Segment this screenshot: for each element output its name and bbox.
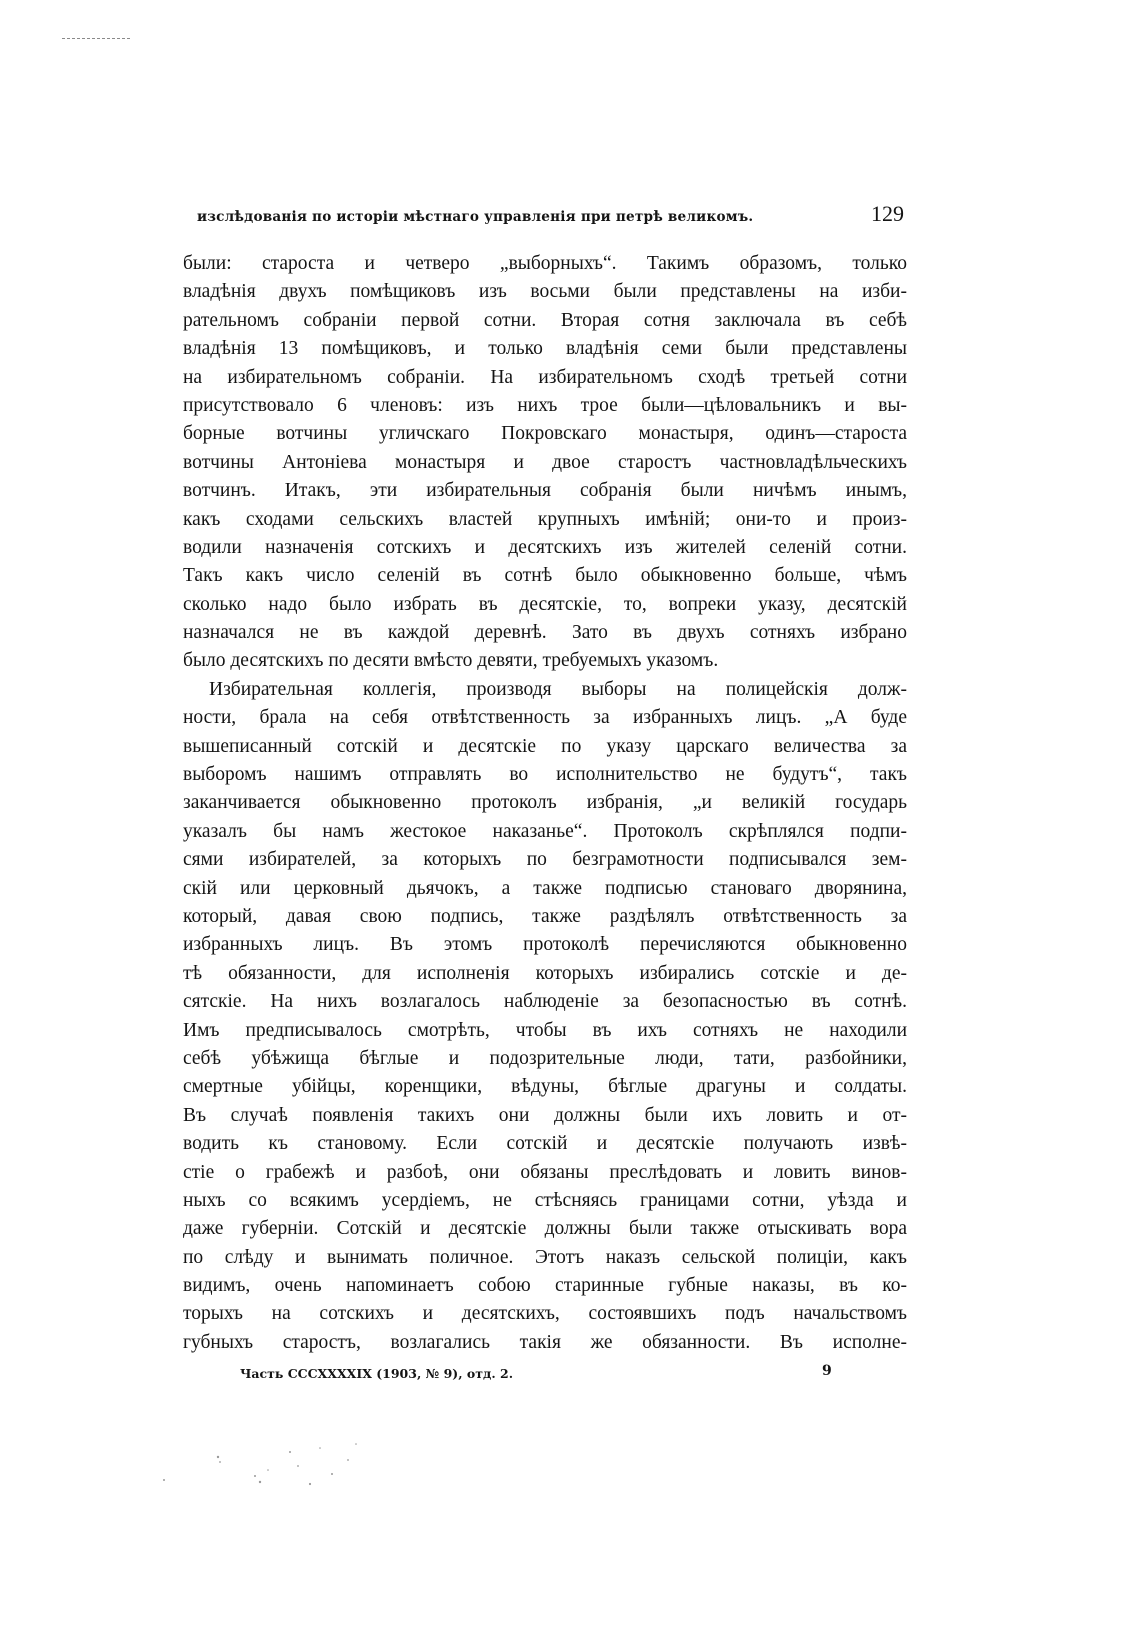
- text-line: даже губерніи. Сотскій и десятскіе должны были также отыскивать вора: [183, 1218, 907, 1240]
- text-line: указалъ бы намъ жестокое наказанье“. Протоколъ скрѣплялся подпи-: [183, 820, 907, 842]
- text-line: присутствовало 6 членовъ: изъ нихъ трое были—цѣловальникъ и вы-: [183, 394, 907, 416]
- page-number: 129: [871, 201, 904, 226]
- text-line: какъ сходами сельскихъ властей крупныхъ имѣній; они-то и произ-: [183, 508, 907, 530]
- text-line: Имъ предписывалось смотрѣть, чтобы въ ихъ сотняхъ не находили: [183, 1019, 907, 1041]
- paragraph: [183, 250, 907, 676]
- text-line: ныхъ со всякимъ усердіемъ, не стѣсняясь границами сотни, уѣзда и: [183, 1189, 907, 1211]
- text-line: были: староста и четверо „выборныхъ“. Такимъ образомъ, только: [183, 253, 907, 274]
- paragraph: [183, 676, 907, 1357]
- text-line: вышеписанный сотскій и десятскіе по указу царскаго величества за: [183, 735, 907, 757]
- text-line: выборомъ нашимъ отправлять во исполнительство не будутъ“, такъ: [183, 764, 907, 786]
- signature-mark: Часть CCCXXXXIX (1903, № 9), отд. 2.: [240, 1366, 514, 1381]
- text-line: водили назначенія сотскихъ и десятскихъ изъ жителей селеній сотни.: [183, 536, 907, 558]
- text-line: заканчивается обыкновенно протоколъ избранія, „и великій государь: [183, 792, 907, 814]
- text-line: сколько надо было избрать въ десятскіе, то, вопреки указу, десятскій: [183, 593, 907, 615]
- text-line: Такъ какъ число селеній въ сотнѣ было обыкновенно больше, чѣмъ: [183, 565, 907, 587]
- text-line: который, давая свою подпись, также раздѣлялъ отвѣтственность за: [183, 905, 907, 927]
- text-line: владѣнія 13 помѣщиковъ, и только владѣнія семи были представлены: [183, 338, 907, 360]
- text-line: губныхъ старостъ, возлагались такія же обязанности. Въ исполне-: [183, 1331, 907, 1353]
- text-line: Избирательная коллегія, производя выборы на полицейскія долж-: [209, 678, 907, 700]
- scan-edge-mark: [62, 38, 130, 39]
- text-line: себѣ убѣжища бѣглые и подозрительные люди, тати, разбойники,: [183, 1047, 907, 1069]
- text-line: вотчинъ. Итакъ, эти избирательныя собранія были ничѣмъ инымъ,: [183, 480, 907, 502]
- sheet-number: 9: [822, 1363, 832, 1379]
- running-head-title: изслѣдованія по исторіи мѣстнаго управленія при петрѣ великомъ.: [197, 209, 754, 225]
- text-line: назначался не въ каждой деревнѣ. Зато въ двухъ сотняхъ избрано: [183, 622, 907, 644]
- text-line: Въ случаѣ появленія такихъ они должны были ихъ ловить и от-: [183, 1104, 907, 1126]
- text-line: скій или церковный дьячокъ, а также подписью становаго дворянина,: [183, 877, 907, 899]
- text-line: было десятскихъ по десяти вмѣсто девяти, требуемыхъ указомъ.: [183, 650, 719, 672]
- text-line: сятскіе. На нихъ возлагалось наблюденіе за безопасностью въ сотнѣ.: [183, 991, 907, 1013]
- text-line: избранныхъ лицъ. Въ этомъ протоколѣ перечисляются обыкновенно: [183, 934, 907, 956]
- running-head: [197, 201, 904, 231]
- text-line: стіе о грабежѣ и разбоѣ, они обязаны преслѣдовать и ловить винов-: [183, 1161, 907, 1183]
- text-line: по слѣду и вынимать поличное. Этотъ наказъ сельской полиціи, какъ: [183, 1246, 907, 1268]
- text-line: видимъ, очень напоминаетъ собою старинные губные наказы, въ ко-: [183, 1275, 907, 1297]
- text-line: водить къ становому. Если сотскій и десятскіе получають извѣ-: [183, 1133, 907, 1155]
- text-line: на избирательномъ собраніи. На избирательномъ сходѣ третьей сотни: [183, 366, 907, 388]
- text-line: тѣ обязанности, для исполненія которыхъ избирались сотскіе и де-: [183, 962, 907, 984]
- text-line: борные вотчины угличскаго Покровскаго монастыря, одинъ—староста: [183, 423, 907, 445]
- body-text: [183, 250, 907, 1357]
- scan-specks: [160, 1440, 400, 1500]
- text-line: владѣнія двухъ помѣщиковъ изъ восьми были представлены на изби-: [183, 281, 907, 303]
- text-line: вотчины Антоніева монастыря и двое старостъ частновладѣльческихъ: [183, 451, 907, 473]
- text-line: торыхъ на сотскихъ и десятскихъ, состоявшихъ подъ начальствомъ: [183, 1303, 907, 1325]
- text-line: ности, брала на себя отвѣтственность за избранныхъ лицъ. „А буде: [183, 707, 907, 729]
- text-line: сями избирателей, за которыхъ по безграмотности подписывался зем-: [183, 849, 907, 871]
- text-line: рательномъ собраніи первой сотни. Вторая сотня заключала въ себѣ: [183, 309, 907, 331]
- text-line: смертные убійцы, коренщики, вѣдуны, бѣглые драгуны и солдаты.: [183, 1076, 907, 1098]
